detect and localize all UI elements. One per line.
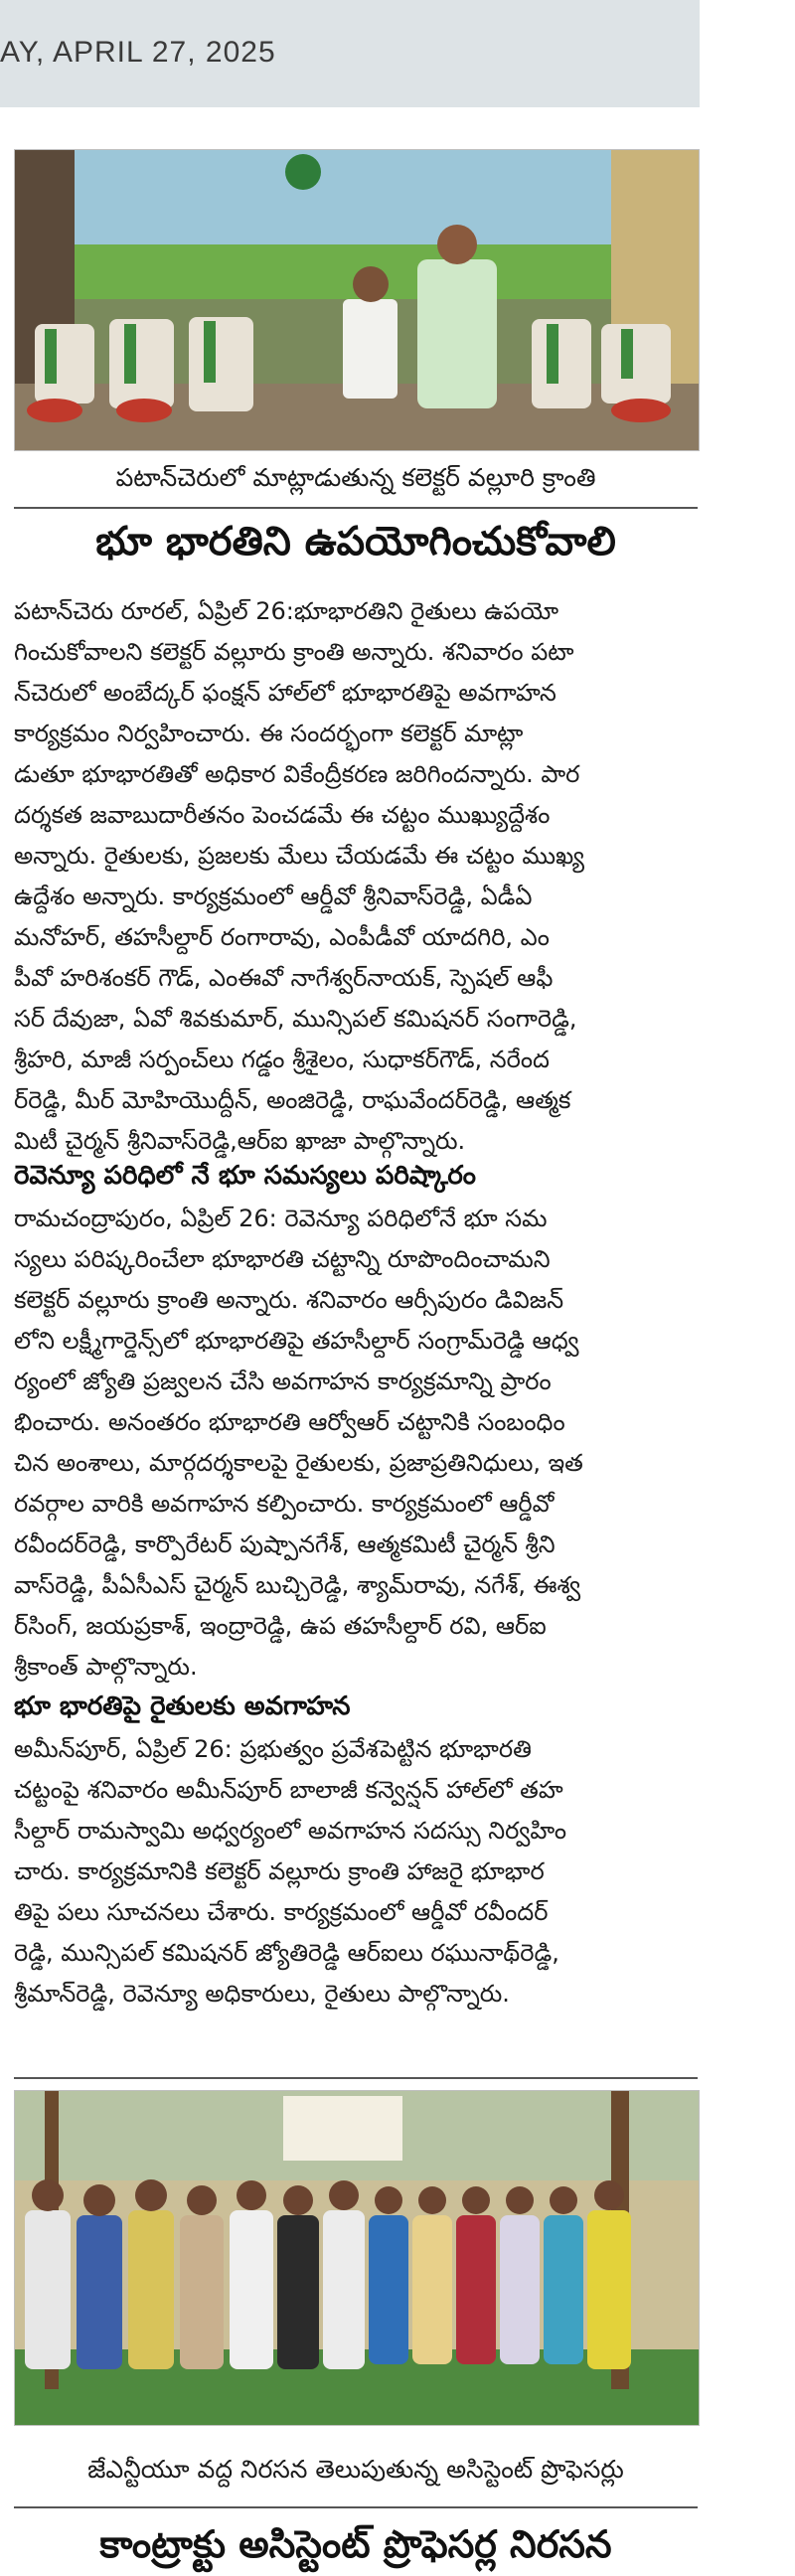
protest-group-illustration xyxy=(15,2091,699,2425)
body-line: డుతూ భూభారతితో అధికార వికేంద్రీకరణ జరిగిందన్నారు. పార xyxy=(14,760,580,788)
photo-caption: పటాన్‌చెరులో మాట్లాడుతున్న కలెక్టర్ వల్లూరి క్రాంతి xyxy=(115,463,596,492)
body-line: చారు. కార్యక్రమానికి కలెక్టర్ వల్లూరు క్రాంతి హాజరై భూభార xyxy=(14,1857,545,1885)
event-stage-photo xyxy=(14,149,700,451)
body-line: తిపై పలు సూచనలు చేశారు. కార్యక్రమంలో ఆర్డీవో రవీందర్ xyxy=(14,1898,549,1926)
body-line: రామచంద్రాపురం, ఏప్రిల్ 26: రెవెన్యూ పరిధిలోనే భూ సమ xyxy=(14,1205,548,1232)
article-body xyxy=(14,1729,698,2014)
divider xyxy=(14,2077,698,2079)
date-band xyxy=(0,0,700,107)
body-line: రెడ్డి, మున్సిపల్ కమిషనర్ జ్యోతిరెడ్డి ఆర్ఐలు రఘునాథ్‌రెడ్డి, xyxy=(14,1939,559,1967)
body-line: కార్యక్రమం నిర్వహించారు. ఈ సందర్భంగా కలెక్టర్ మాట్లా xyxy=(14,720,524,747)
divider xyxy=(14,2506,698,2508)
article-headline: భూ భారతిపై రైతులకు అవగాహన xyxy=(14,1691,351,1721)
body-line: రవర్గాల వారికి అవగాహన కల్పించారు. కార్యక్రమంలో ఆర్డీవో xyxy=(14,1490,555,1518)
protest-group-photo xyxy=(14,2090,700,2426)
body-line: భించారు. అనంతరం భూభారతి ఆర్వోఆర్ చట్టానికి సంబంధిం xyxy=(14,1408,565,1436)
article-headline: కాంట్రాక్టు అసిస్టెంట్ ప్రొఫెసర్ల నిరసన xyxy=(99,2522,612,2566)
body-line: రవీందర్‌రెడ్డి, కార్పొరేటర్ పుష్పానగేశ్, ఆత్మకమిటీ చైర్మన్ శ్రీని xyxy=(14,1530,556,1558)
photo-caption: జేఎన్టీయూ వద్ద నిరసన తెలుపుతున్న అసిస్టెంట్ ప్రొఫెసర్లు xyxy=(87,2455,624,2484)
body-line: ర్‌రెడ్డి, మీర్ మోహియొద్దీన్, అంజిరెడ్డి, రాఘవేందర్‌రెడ్డి, ఆత్మక xyxy=(14,1086,571,1114)
body-line: ర్యంలో జ్యోతి ప్రజ్వలన చేసి అవగాహన కార్యక్రమాన్ని ప్రారం xyxy=(14,1368,552,1395)
body-line: అన్నారు. రైతులకు, ప్రజలకు మేలు చేయడమే ఈ చట్టం ముఖ్య xyxy=(14,842,584,870)
body-line: మనోహర్, తహసీల్దార్ రంగారావు, ఎంపీడీవో యాదగిరి, ఎం xyxy=(14,923,550,951)
page-margin xyxy=(700,0,795,2570)
body-line: స్యలు పరిష్కరించేలా భూభారతి చట్టాన్ని రూపొందించామని xyxy=(14,1245,551,1273)
body-line: దర్శకత జవాబుదారీతనం పెంచడమే ఈ చట్టం ముఖ్యుద్దేశం xyxy=(14,801,551,829)
issue-date: AY, APRIL 27, 2025 xyxy=(0,36,276,69)
article-body xyxy=(14,1199,698,1688)
body-line: పటాన్‌చెరు రూరల్, ఏప్రిల్ 26:భూభారతిని రైతులు ఉపయో xyxy=(14,597,559,625)
article-headline: రెవెన్యూ పరిధిలో నే భూ సమస్యలు పరిష్కారం xyxy=(14,1161,476,1191)
event-stage-illustration xyxy=(15,150,699,450)
body-line: ఉద్దేశం అన్నారు. కార్యక్రమంలో ఆర్డీవో శ్రీనివాస్‌రెడ్డి, ఏడీఏ xyxy=(14,883,533,910)
body-line: సీల్దార్ రామస్వామి అధ్వర్యంలో అవగాహన సదస్సు నిర్వహిం xyxy=(14,1817,567,1845)
body-line: గించుకోవాలని కలెక్టర్ వల్లూరు క్రాంతి అన్నారు. శనివారం పటా xyxy=(14,638,574,666)
body-line: చిన అంశాలు, మార్గదర్శకాలపై రైతులకు, ప్రజాప్రతినిధులు, ఇత xyxy=(14,1449,583,1477)
body-line: కలెక్టర్ వల్లూరు క్రాంతి అన్నారు. శనివారం ఆర్సీపురం డివిజన్ xyxy=(14,1286,564,1314)
body-line: వాస్‌రెడ్డి, పీఏసీఎస్ చైర్మన్ బుచ్చిరెడ్డి, శ్యామ్‌రావు, నగేశ్, ఈశ్వ xyxy=(14,1571,581,1599)
body-line: చట్టంపై శనివారం అమీన్‌పూర్ బాలాజీ కన్వెన్షన్ హాల్‌లో తహ xyxy=(14,1776,563,1804)
body-line: పీవో హరిశంకర్ గౌడ్, ఎంఈవో నాగేశ్వర్‌నాయక్, స్పెషల్ ఆఫీ xyxy=(14,964,554,992)
body-line: అమీన్‌పూర్, ఏప్రిల్ 26: ప్రభుత్వం ప్రవేశపెట్టిన భూభారతి xyxy=(14,1735,532,1763)
body-line: శ్రీమాన్‌రెడ్డి, రెవెన్యూ అధికారులు, రైతులు పాల్గొన్నారు. xyxy=(14,1980,510,2008)
article-headline: భూ భారతిని ఉపయోగించుకోవాలి xyxy=(95,519,616,564)
body-line: మిటీ చైర్మన్ శ్రీనివాస్‌రెడ్డి,ఆర్ఐ ఖాజా పాల్గొన్నారు. xyxy=(14,1127,466,1155)
body-line: శ్రీహరి, మాజీ సర్పంచ్‌లు గడ్డం శ్రీశైలం, సుధాకర్‌గౌడ్, నరేంద xyxy=(14,1046,550,1073)
body-line: ర్‌సింగ్, జయప్రకాశ్, ఇంద్రారెడ్డి, ఉప తహసీల్దార్ రవి, ఆర్ఐ xyxy=(14,1612,547,1640)
body-line: లోని లక్ష్మీగార్డెన్స్‌లో భూభారతిపై తహసీల్దార్ సంగ్రామ్‌రెడ్డి ఆధ్వ xyxy=(14,1327,579,1355)
body-line: న్‌చెరులో అంబేద్కర్ ఫంక్షన్ హాల్‌లో భూభారతిపై అవగాహన xyxy=(14,679,556,707)
body-line: సర్ దేవుజా, ఏవో శివకుమార్, మున్సిపల్ కమిషనర్ సంగారెడ్డి, xyxy=(14,1005,577,1033)
article-body xyxy=(14,591,698,1162)
body-line: శ్రీకాంత్ పాల్గొన్నారు. xyxy=(14,1653,198,1681)
divider xyxy=(14,507,698,509)
